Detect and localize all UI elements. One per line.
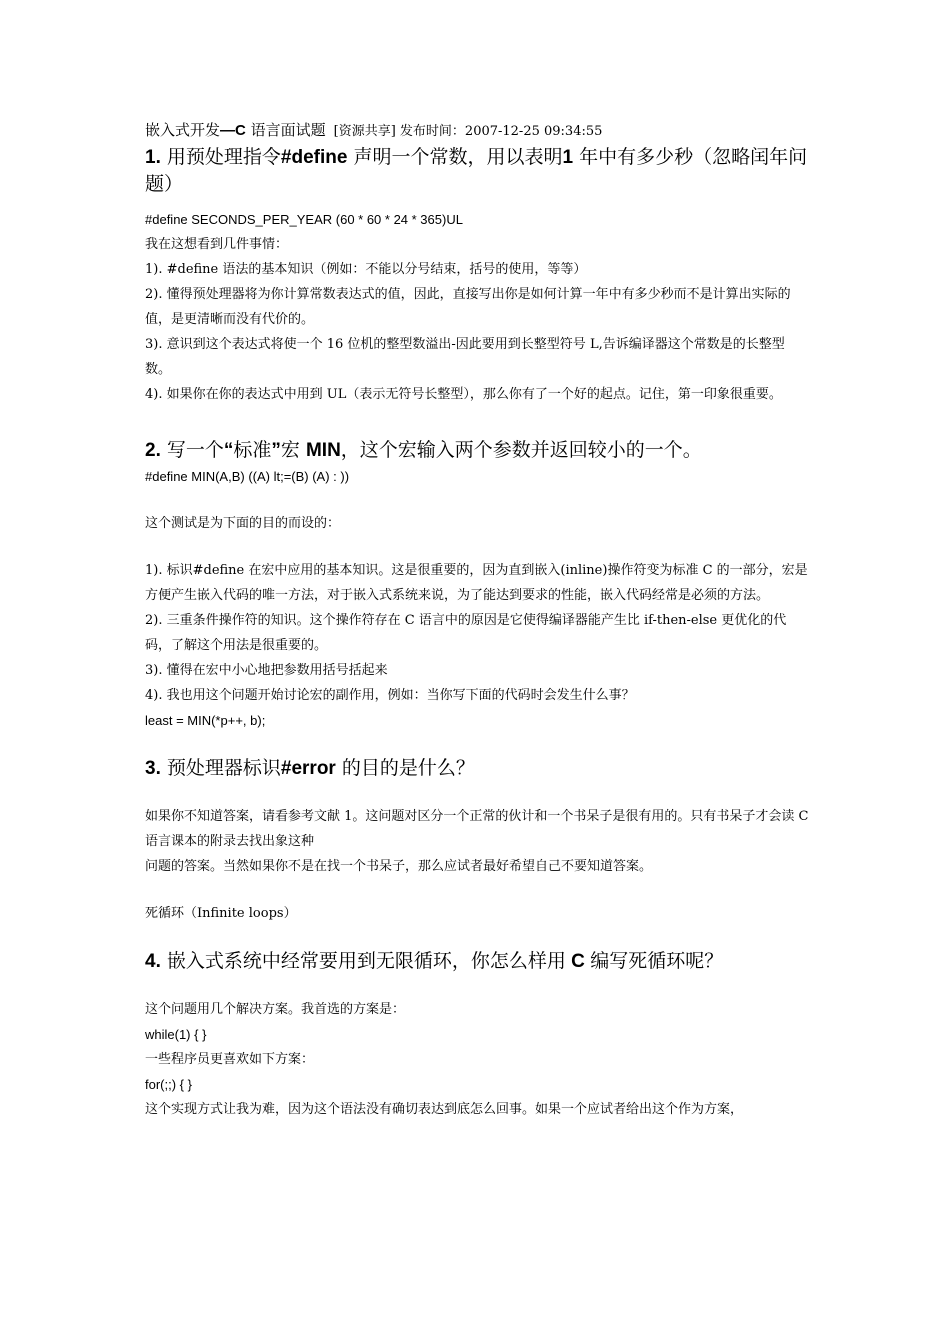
- heading-text: 写一个: [160, 439, 224, 461]
- paragraph: 这个问题用几个解决方案。我首选的方案是：: [145, 1002, 406, 1017]
- list-item: 2). 三重条件操作符的知识。这个操作符存在 C 语言中的原因是它使得编译器能产生比 if-then-else 更优化的代码，了解这个用法是很重要的。: [145, 613, 787, 653]
- title-part-bold: —C: [220, 122, 246, 139]
- question-1-heading: [145, 144, 810, 197]
- heading-keyword: ”: [271, 440, 281, 461]
- heading-keyword: #error: [280, 758, 336, 779]
- code-line: #define MIN(A,B) ((A) lt;=(B) (A) : )): [145, 469, 350, 484]
- heading-text: 宏: [280, 439, 306, 461]
- heading-keyword: #define: [280, 147, 348, 168]
- article-meta: [资源共享] 发布时间：2007-12-25 09:34:55: [333, 124, 603, 139]
- paragraph: 我在这想看到几件事情：: [145, 237, 289, 252]
- document-page: [145, 118, 810, 1122]
- code-line: for(;;) { }: [145, 1077, 192, 1092]
- list-item: 3). 意识到这个表达式将使一个 16 位机的整型数溢出-因此要用到长整型符号 L,告诉编译器这个常数是的长整型数。: [145, 337, 785, 377]
- paragraph: 一些程序员更喜欢如下方案：: [145, 1052, 315, 1067]
- question-2-heading: [145, 437, 810, 464]
- heading-text: 预处理器标识: [160, 757, 281, 779]
- list-item: 3). 懂得在宏中小心地把参数用括号括起来: [145, 663, 388, 678]
- question-number: 2.: [145, 440, 161, 461]
- heading-text: ，这个宏输入两个参数并返回较小的一个。: [340, 439, 702, 461]
- paragraph: 这个实现方式让我为难，因为这个语法没有确切表达到底怎么回事。如果一个应试者给出这个作为方案，: [145, 1102, 744, 1117]
- heading-text: 用预处理指令: [160, 146, 281, 168]
- heading-keyword: “: [223, 440, 234, 461]
- question-3-heading: [145, 755, 810, 782]
- heading-keyword: 1: [562, 147, 574, 168]
- code-line: while(1) { }: [145, 1027, 207, 1042]
- paragraph: 这个测试是为下面的目的而设的：: [145, 516, 341, 531]
- heading-keyword: C: [565, 951, 591, 972]
- question-number: 4.: [145, 951, 161, 972]
- article-title: [145, 118, 810, 144]
- heading-text: 声明一个常数，用以表明: [347, 146, 563, 168]
- heading-text: 嵌入式系统中经常要用到无限循环，你怎么样用: [160, 950, 566, 972]
- list-item: 4). 如果你在你的表达式中用到 UL（表示无符号长整型），那么你有了一个好的起点。记住，第一印象很重要。: [145, 387, 782, 402]
- question-4-heading: [145, 948, 810, 975]
- heading-text: 标准: [233, 439, 272, 461]
- question-number: 3.: [145, 758, 161, 779]
- heading-text: 年中有多少秒（忽略闰年问题）: [145, 146, 808, 195]
- question-number: 1.: [145, 147, 161, 168]
- paragraph: 如果你不知道答案，请看参考文献 1。这问题对区分一个正常的伙计和一个书呆子是很有用的。只有书呆子才会读 C 语言课本的附录去找出象这种: [145, 809, 809, 849]
- list-item: 1). #define 语法的基本知识（例如：不能以分号结束，括号的使用，等等）: [145, 262, 587, 277]
- list-item: 4). 我也用这个问题开始讨论宏的副作用，例如：当你写下面的代码时会发生什么事？: [145, 688, 635, 703]
- heading-text: 的目的是什么？: [335, 757, 475, 779]
- heading-text: 编写死循环呢？: [590, 950, 724, 972]
- heading-keyword: MIN: [305, 440, 341, 461]
- list-item: 1). 标识#define 在宏中应用的基本知识。这是很重要的，因为直到嵌入(inline)操作符变为标准 C 的一部分，宏是方便产生嵌入代码的唯一方法，对于嵌入式系统来说，为了能达到要求的性能，嵌入代码经常是必须的方法。: [145, 563, 808, 603]
- section-label: 死循环（Infinite loops）: [145, 906, 297, 921]
- paragraph: 问题的答案。当然如果你不是在找一个书呆子，那么应试者最好希望自己不要知道答案。: [145, 859, 653, 874]
- code-line: least = MIN(*p++, b);: [145, 713, 266, 728]
- title-part: 语言面试题: [245, 121, 326, 139]
- list-item: 2). 懂得预处理器将为你计算常数表达式的值，因此，直接写出你是如何计算一年中有多少秒而不是计算出实际的值，是更清晰而没有代价的。: [145, 287, 791, 327]
- code-line: #define SECONDS_PER_YEAR (60 * 60 * 24 * 365)UL: [145, 212, 463, 227]
- title-part: 嵌入式开发: [145, 121, 221, 139]
